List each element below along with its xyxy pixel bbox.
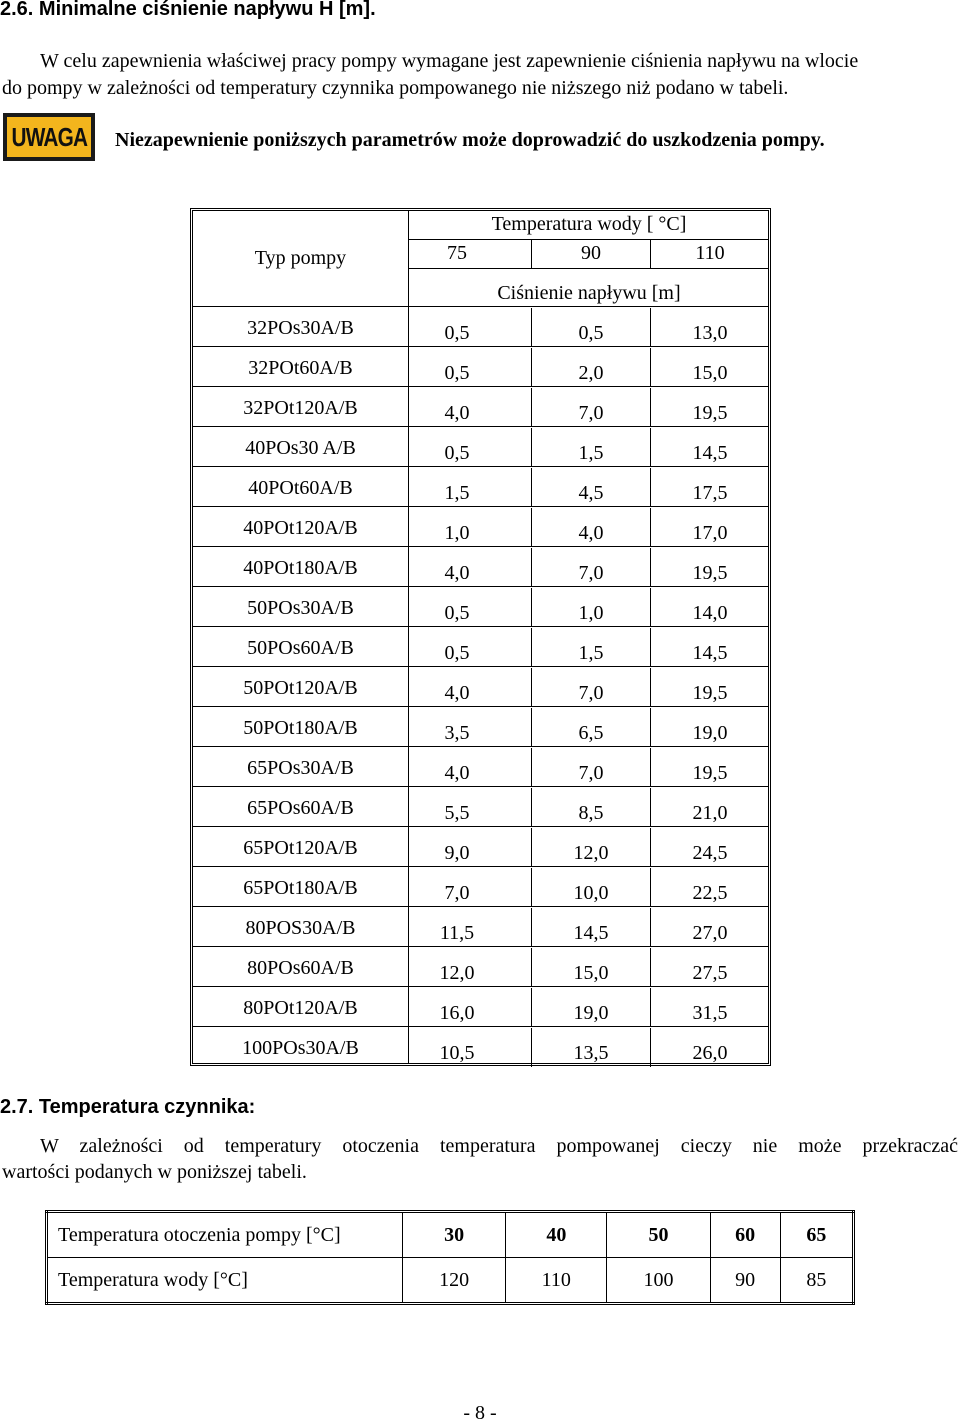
pump-type-cell: 80POt120A/B [243,997,358,1019]
pump-type-cell: 32POs30A/B [247,317,354,339]
pump-type-cell: 100POs30A/B [242,1037,359,1059]
pressure-value-cell: 10,5 [439,1042,475,1064]
pressure-value-cell: 15,0 [573,962,609,984]
table-cell: 90 [710,1258,780,1304]
pump-type-cell: 50POs60A/B [247,637,354,659]
pressure-value-cell: 14,5 [692,642,728,664]
pressure-value-cell: 19,5 [692,682,728,704]
section-heading-2-6: 2.6. Minimalne ciśnienie napływu H [m]. [0,0,376,20]
pressure-value-cell: 1,5 [578,642,604,664]
pressure-value-cell: 7,0 [578,762,604,784]
pressure-value-cell: 6,5 [578,722,604,744]
pressure-value-cell: 7,0 [444,882,470,904]
header-temp-75: 75 [447,242,467,264]
table-cell: 65 [780,1212,853,1258]
pump-type-cell: 80POs60A/B [247,957,354,979]
pressure-value-cell: 0,5 [444,442,470,464]
pressure-value-cell: 13,5 [573,1042,609,1064]
pressure-value-cell: 17,5 [692,482,728,504]
page-number: - 8 - [463,1402,497,1424]
pressure-value-cell: 4,0 [444,682,470,704]
row-label-ambient: Temperatura otoczenia pompy [°C] [47,1212,403,1258]
pressure-value-cell: 4,0 [578,522,604,544]
pressure-value-cell: 26,0 [692,1042,728,1064]
header-temp-110: 110 [695,242,725,264]
table-cell: 30 [403,1212,506,1258]
pump-type-cell: 40POt180A/B [243,557,358,579]
table-cell: 50 [607,1212,710,1258]
pressure-value-cell: 0,5 [444,322,470,344]
header-water-temp: Temperatura wody [ °C] [491,213,687,235]
pressure-value-cell: 19,0 [573,1002,609,1024]
pressure-table [190,208,771,1066]
row-label-water: Temperatura wody [°C] [47,1258,403,1304]
pressure-value-cell: 1,5 [444,482,470,504]
pressure-value-cell: 22,5 [692,882,728,904]
paragraph-line: do pompy w zależności od temperatury czynnika pompowanego nie niższego niż podano w tabeli. [2,77,789,99]
pump-type-cell: 65POt180A/B [243,877,358,899]
pump-type-cell: 50POs30A/B [247,597,354,619]
pressure-value-cell: 8,5 [578,802,604,824]
pressure-value-cell: 16,0 [439,1002,475,1024]
pressure-value-cell: 19,5 [692,402,728,424]
paragraph-line: W celu zapewnienia właściwej pracy pompy wymagane jest zapewnienie ciśnienia napływu na wlocie [40,50,859,72]
pump-type-cell: 80POS30A/B [245,917,356,939]
pressure-value-cell: 0,5 [444,642,470,664]
pressure-value-cell: 13,0 [692,322,728,344]
pressure-value-cell: 27,0 [692,922,728,944]
pressure-value-cell: 4,0 [444,762,470,784]
pressure-value-cell: 10,0 [573,882,609,904]
pressure-value-cell: 0,5 [578,322,604,344]
ambient-temperature-table [45,1210,855,1305]
warning-text: Niezapewnienie poniższych parametrów może doprowadzić do uszkodzenia pompy. [115,129,825,151]
header-pressure: Ciśnienie napływu [m] [497,282,681,304]
pressure-value-cell: 7,0 [578,562,604,584]
pressure-value-cell: 24,5 [692,842,728,864]
pressure-value-cell: 21,0 [692,802,728,824]
pump-type-cell: 50POt180A/B [243,717,358,739]
table-cell: 110 [506,1258,607,1304]
pressure-value-cell: 17,0 [692,522,728,544]
pump-type-cell: 50POt120A/B [243,677,358,699]
warning-badge-label: UWAGA [11,121,87,152]
paragraph-line: wartości podanych w poniższej tabeli. [2,1161,307,1183]
pump-type-cell: 65POs60A/B [247,797,354,819]
pressure-value-cell: 4,0 [444,402,470,424]
paragraph-line: W zależności od temperatury otoczenia temperatura pompowanej cieczy nie może przekraczać [40,1135,958,1157]
pressure-value-cell: 4,0 [444,562,470,584]
header-pump-type: Typ pompy [254,247,347,269]
pump-type-cell: 32POt60A/B [248,357,353,379]
pressure-value-cell: 11,5 [439,922,475,944]
pressure-value-cell: 7,0 [578,682,604,704]
table-cell: 60 [710,1212,780,1258]
table-cell: 120 [403,1258,506,1304]
pressure-value-cell: 12,0 [573,842,609,864]
pump-type-cell: 65POs30A/B [247,757,354,779]
pressure-value-cell: 31,5 [692,1002,728,1024]
pressure-value-cell: 14,5 [573,922,609,944]
pressure-value-cell: 14,5 [692,442,728,464]
pressure-value-cell: 5,5 [444,802,470,824]
section-heading-2-7: 2.7. Temperatura czynnika: [0,1096,256,1118]
table-row [47,1258,854,1304]
pressure-value-cell: 9,0 [444,842,470,864]
pressure-value-cell: 1,0 [578,602,604,624]
pressure-value-cell: 0,5 [444,602,470,624]
pressure-value-cell: 7,0 [578,402,604,424]
pressure-value-cell: 15,0 [692,362,728,384]
table-cell: 100 [607,1258,710,1304]
pressure-value-cell: 27,5 [692,962,728,984]
table-cell: 40 [506,1212,607,1258]
pump-type-cell: 32POt120A/B [243,397,358,419]
pressure-value-cell: 4,5 [578,482,604,504]
pressure-value-cell: 19,5 [692,762,728,784]
pressure-value-cell: 19,5 [692,562,728,584]
pressure-value-cell: 1,0 [444,522,470,544]
pump-type-cell: 40POt60A/B [248,477,353,499]
pressure-value-cell: 2,0 [578,362,604,384]
pressure-value-cell: 0,5 [444,362,470,384]
pressure-value-cell: 1,5 [578,442,604,464]
header-temp-90: 90 [581,242,601,264]
pump-type-cell: 40POt120A/B [243,517,358,539]
pressure-value-cell: 3,5 [444,722,470,744]
table-cell: 85 [780,1258,853,1304]
pump-type-cell: 65POt120A/B [243,837,358,859]
table-row [47,1212,854,1258]
pressure-value-cell: 14,0 [692,602,728,624]
pump-type-cell: 40POs30 A/B [245,437,356,459]
pressure-value-cell: 19,0 [692,722,728,744]
pressure-value-cell: 12,0 [439,962,475,984]
warning-badge [3,113,95,161]
